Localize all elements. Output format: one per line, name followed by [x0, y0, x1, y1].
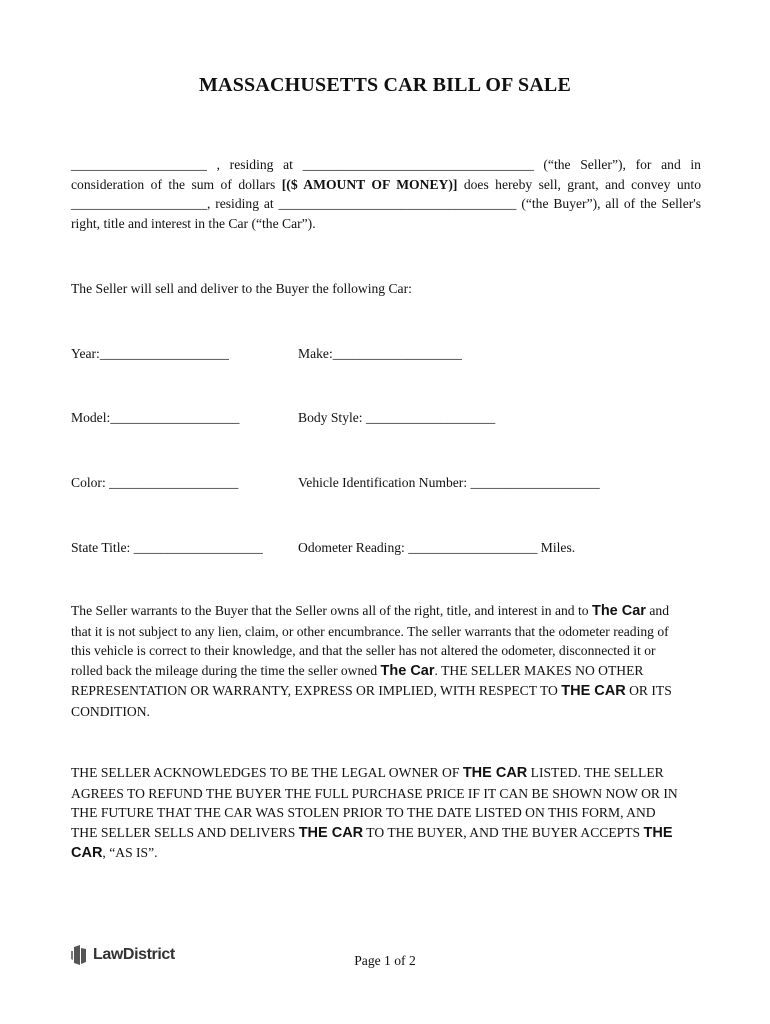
- body-style-field: Body Style: ___________________: [298, 410, 496, 425]
- intro-paragraph: [71, 155, 701, 233]
- intro-text-2: (“the Seller”), for and in consideration of the sum of dollars: [71, 157, 701, 192]
- page-title: MASSACHUSETTS CAR BILL OF SALE: [198, 74, 572, 96]
- color-field: Color: ___________________: [71, 475, 239, 490]
- state-title-field: State Title: ___________________: [71, 540, 263, 555]
- warranty-bold-3: THE CAR: [561, 683, 626, 699]
- page-number: Page 1 of 2: [354, 953, 416, 968]
- intro-text-4: , residing at: [206, 196, 279, 211]
- warranty-text-2: and that it is not subject to any lien, claim, or other encumbrance. The seller warrants that the odometer reading of this vehicle is correct to their knowledge, and that the seller has not altered the odometer, disconnected it or rolled back the mileage during the time the seller owned: [71, 603, 669, 678]
- make-field: Make:___________________: [298, 346, 462, 361]
- acknowledgement-paragraph: [71, 763, 681, 864]
- ack-bold-1: THE CAR: [462, 765, 528, 781]
- intro-text-5: (“the Buyer”), all of the Seller's right, title and interest in the Car (“the Car”).: [71, 196, 701, 231]
- year-field: Year:___________________: [71, 346, 229, 361]
- buyer-address-blank: ___________________________________: [278, 196, 517, 211]
- warranty-bold-1: The Car: [591, 603, 646, 619]
- warranty-bold-2: The Car: [380, 662, 435, 679]
- ack-text-1: THE SELLER ACKNOWLEDGES TO BE THE LEGAL OWNER OF: [71, 765, 463, 780]
- ack-bold-3: THE CAR: [71, 824, 673, 861]
- ack-text-4: , “AS IS”.: [102, 845, 158, 860]
- model-field: Model:___________________: [71, 410, 240, 425]
- seller-name-blank: ____________________: [71, 157, 207, 172]
- intro-text-3: does hereby sell, grant, and convey unto: [457, 176, 701, 192]
- odometer-field: Odometer Reading: ___________________ Miles.: [298, 540, 576, 555]
- warranty-text-4: OR ITS CONDITION.: [71, 683, 672, 719]
- deliver-sentence: The Seller will sell and deliver to the Buyer the following Car:: [71, 281, 412, 296]
- buyer-name-blank: ____________________: [71, 196, 207, 211]
- vin-field: Vehicle Identification Number: ___________________: [298, 475, 600, 490]
- logo-text: LawDistrict: [93, 946, 175, 963]
- intro-text-1: , residing at: [206, 157, 303, 172]
- warranty-text-1: The Seller warrants to the Buyer that the Seller owns all of the right, title, and interest in and to: [71, 603, 592, 618]
- seller-address-blank: __________________________________: [302, 157, 534, 172]
- warranty-text-3: . THE SELLER MAKES NO OTHER REPRESENTATION OR WARRANTY, EXPRESS OR IMPLIED, WITH RESPECT TO: [71, 662, 644, 698]
- amount-placeholder: [($ AMOUNT OF MONEY)]: [281, 176, 458, 192]
- ack-bold-2: THE CAR: [298, 824, 364, 841]
- ack-text-2: LISTED. THE SELLER AGREES TO REFUND THE BUYER THE FULL PURCHASE PRICE IF IT CAN BE SHOWN NOW OR IN THE FUTURE THAT THE CAR WAS STOLEN PRIOR TO THE DATE LISTED ON THIS FORM, AND THE SELLER SELLS AND DELIVERS: [71, 765, 678, 840]
- warranty-paragraph: [71, 601, 681, 721]
- ack-text-3: TO THE BUYER, AND THE BUYER ACCEPTS: [363, 824, 644, 840]
